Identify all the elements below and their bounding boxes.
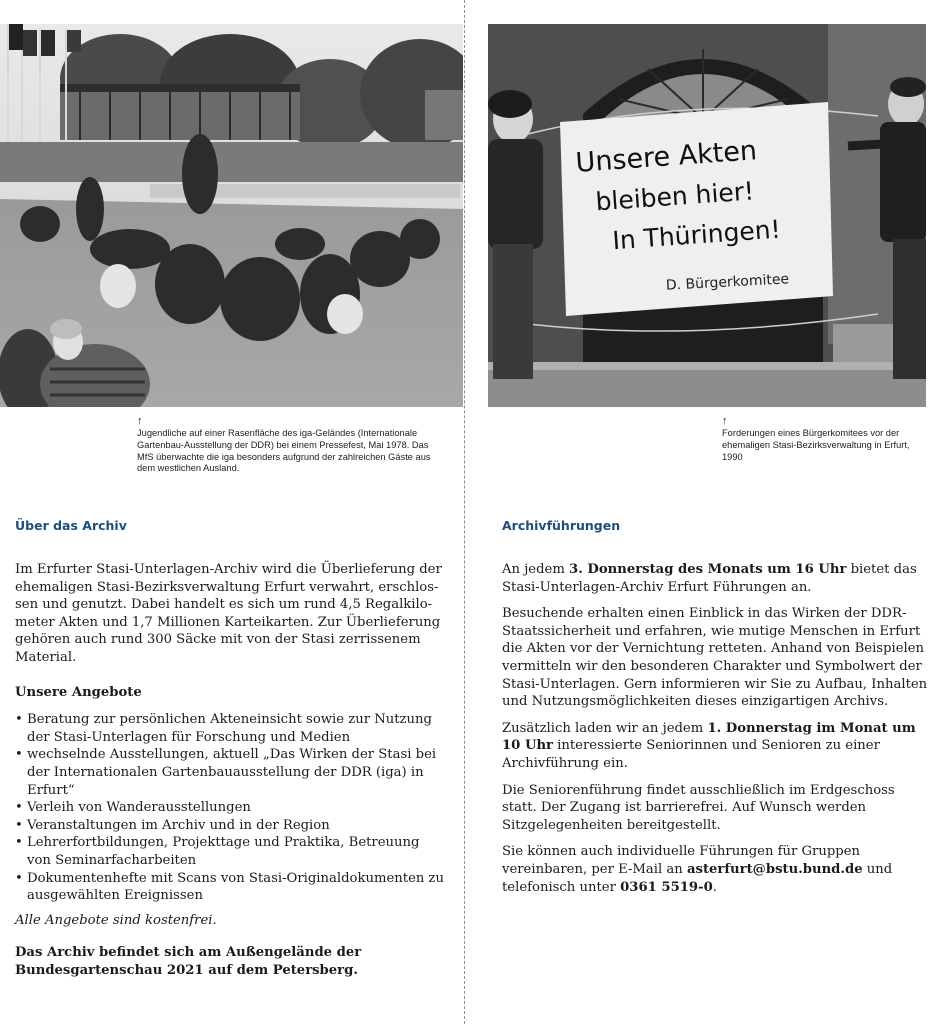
tours-section: [502, 518, 932, 905]
tours-p5: [502, 843, 932, 896]
contact-phone[interactable]: 0361 5519-0: [620, 879, 713, 895]
banner-line-1: Unsere Akten: [574, 135, 758, 179]
free-note: Alle Angebote sind kostenfrei.: [15, 912, 217, 928]
right-caption-text: Forderungen eines Bürgerkomitees vor der ehemaligen Stasi-Bezirksverwaltung in Erfurt, 1990: [722, 428, 910, 462]
offer-item: • Dokumentenhefte mit Scans von Stasi-Originaldokumenten zu ausgewählten Ereignissen: [15, 870, 445, 905]
offer-item: • Lehrerfortbildungen, Projekttage und Praktika, Betreuung von Seminarfacharbeiten: [15, 834, 445, 869]
offers-heading: Unsere Angebote: [15, 684, 142, 700]
tours-heading: Archivführungen: [502, 518, 621, 533]
right-photo-caption: [722, 416, 932, 463]
p1-text: An jedem: [502, 562, 570, 577]
p3-text: Zusätzlich laden wir an jedem: [502, 720, 708, 736]
arrow-up-icon: ↑: [722, 415, 728, 427]
about-heading: Über das Archiv: [15, 518, 127, 533]
tours-p3: [502, 720, 932, 773]
tours-p1: [502, 561, 932, 596]
offer-item: • Veranstaltungen im Archiv und in der Region: [15, 817, 445, 835]
about-intro: Im Erfurter Stasi-Unterlagen-Archiv wird die Überlieferung der ehemaligen Stasi-Bezirksverwaltung Erfurt verwahrt, erschlossen und genutzt. Dabei handelt es sich um rund 4,5 Regalkilometer Akten und 1,7 Millionen Karteikarten. Zur Überlieferung gehören auch rund 300 Säcke mit von der Stasi zerrissenem Material.: [15, 562, 442, 665]
left-photo-caption: [137, 416, 437, 475]
banner-line-2: bleiben hier!: [594, 176, 755, 217]
p3-date: 1. Donnerstag im Monat um 10 Uhr: [502, 720, 916, 754]
iga-lawn-photo: [0, 24, 463, 407]
p3-text-end: interessierte Seniorinnen und Senioren zu einer Archivführung ein.: [502, 738, 880, 771]
tours-p4: Die Seniorenführung findet ausschließlich im Erdgeschoss statt. Der Zugang ist barrierefrei. Auf Wunsch werden Sitzgelegenheiten bereitgestellt.: [502, 782, 895, 833]
p1-text-end: bietet das Stasi-Unterlagen-Archiv Erfurt Führungen an.: [502, 562, 917, 595]
left-caption-text: Jugendliche auf einer Rasenfläche des iga-Geländes (Internationale Gartenbau-Ausstellung der DDR) bei einem Pressefest, Mai 1978. Das MfS überwachte die iga besonders aufgrund der zahlreichen Gäste aus dem westlichen Ausland.: [137, 428, 431, 474]
offer-item: • wechselnde Ausstellungen, aktuell „Das Wirken der Stasi bei der Internationalen Gartenbauausstellung der DDR (iga) in Erfurt“: [15, 746, 445, 799]
offer-item: • Verleih von Wanderausstellungen: [15, 799, 445, 817]
banner-signature: D. Bürgerkomitee: [665, 271, 790, 294]
contact-email[interactable]: asterfurt@bstu.bund.de: [686, 861, 863, 877]
p5-text-end: .: [712, 879, 717, 895]
banner-line-3: In Thüringen!: [611, 214, 782, 256]
tours-p2: Besuchende erhalten einen Einblick in das Wirken der DDR-Staatssicherheit und erfahren, wie mutige Menschen in Erfurt die Akten vor der Vernichtung retteten. Anhand von Beispielen vermitteln wir den besonderen Charakter und Symbolwert der Stasi-Unterlagen. Gern informieren wir Sie zu Aufbau, Inhalten und Nutzungsmöglichkeiten dieses einzigartigen Archivs.: [502, 606, 928, 710]
p5-text: Sie können auch individuelle Führungen für Gruppen vereinbaren, per E-Mail an: [502, 844, 861, 877]
arrow-up-icon: ↑: [137, 415, 143, 427]
location-note: Das Archiv befindet sich am Außengelände der Bundesgartenschau 2021 auf dem Petersberg.: [15, 945, 362, 978]
offer-item: • Beratung zur persönlichen Akteneinsicht sowie zur Nutzung der Stasi-Unterlagen für Forschung und Medien: [15, 711, 445, 746]
p1-date: 3. Donnerstag des Monats um 16 Uhr: [569, 562, 847, 577]
buergerkomitee-banner-photo: [488, 24, 926, 407]
p5-text-mid: und telefonisch unter: [502, 861, 893, 895]
about-archive-section: [15, 518, 445, 988]
fold-line: [464, 0, 465, 1024]
offers-list: [15, 711, 445, 905]
